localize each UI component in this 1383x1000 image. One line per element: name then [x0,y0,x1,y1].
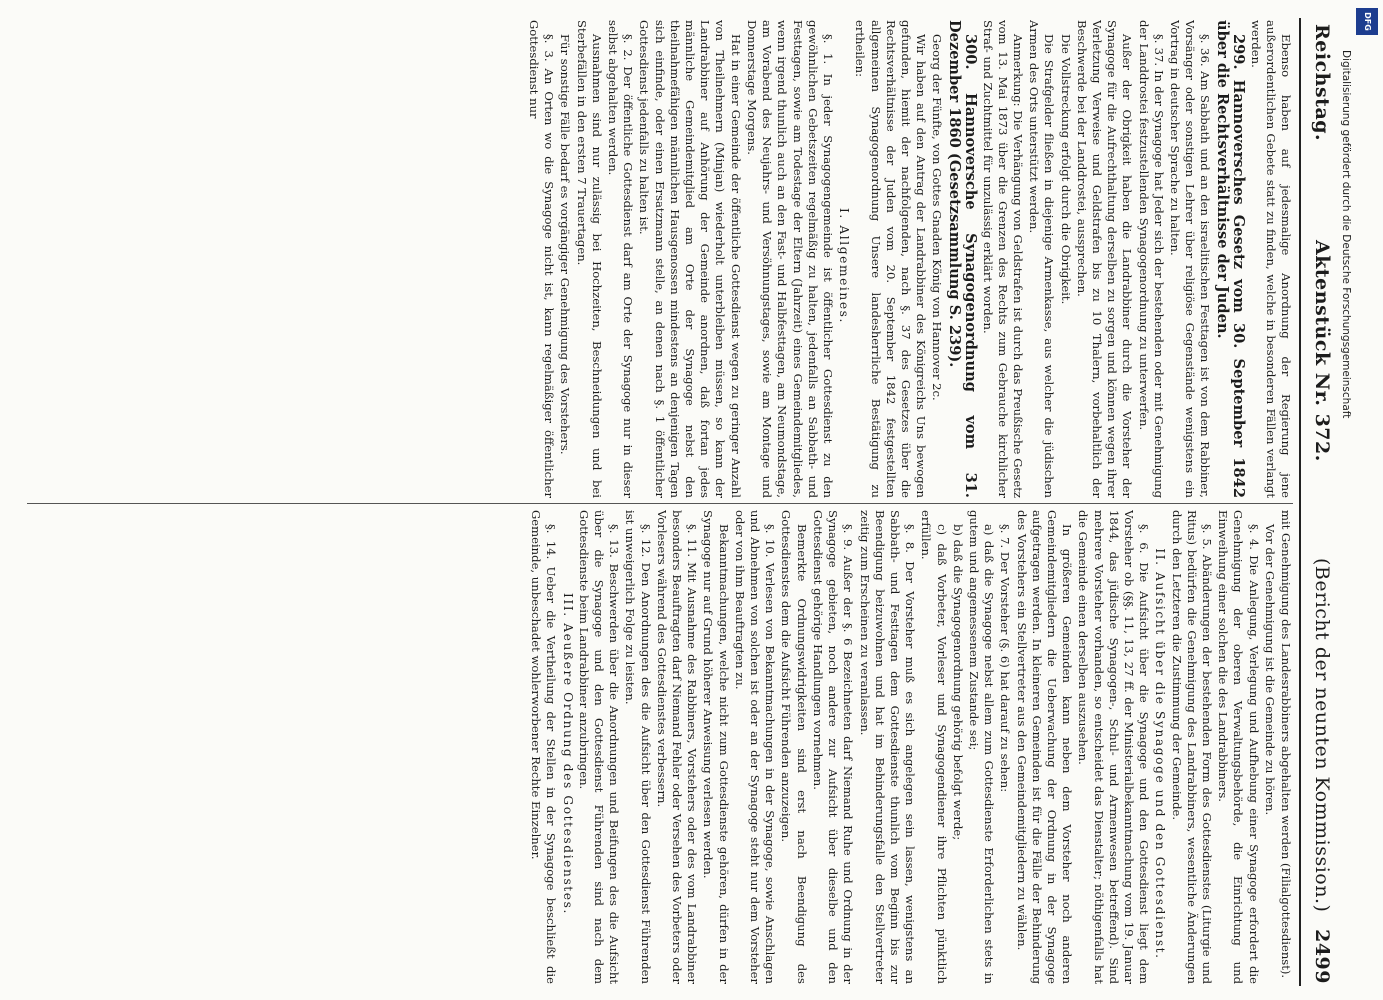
paragraph: Ebenso haben auf jedesmalige Anordnung der Regierung jene außerordentlichen Gebete statt zu finden, welche in besonderen Fällen verlangt werden. [1248,20,1293,498]
section-heading-299: 299. Hannoversches Gesetz vom 30. September 1842 über die Rechtsverhältnisse der Juden. [1213,20,1248,498]
paragraph-9: §. 9. Außer der §. 6 Bezeichneten darf Niemand Ruhe und Ordnung in der Synagoge gebieten, noch andere zur Aufsicht über dieselbe und den Gottesdienst gehörige Handlungen vornehmen. [810,510,856,984]
paragraph-6: §. 6. Die Aufsicht über die Synagoge und den Gottesdienst liegt dem Vorsteher ob (§§. 11, 13, 27 ff. der Ministerialbekanntmachung vom 19. Januar 1844, das jüdische Synagogen-, Schul- und Armenwesen betreffend). Sind mehrere Vorsteher vorhanden, so entscheidet das Dienstalter; nöthigenfalls hat die Gemeinde einen derselben auszusehen. [1076,510,1152,984]
dfg-logo-icon: DFG [1356,8,1378,35]
paragraph-1: §. 1. In jeder Synagogengemeinde ist öffentlicher Gottesdienst zu den gewöhnlichen Gebetszeiten regelmäßig zu halten, jedenfalls an Sabbath- und Festtagen, sowie am Todestage der Eltern (Jahrzeit) eines Gemeindemitgliedes, wenn irgend thunlich auch an den Fast- und Halbfesttagen, am Neumondstage, am Vorabend des Neujahrs- und Versöhnungstages, sowie am Montage und Donnerstage Morgens. [744,20,835,498]
paragraph-5: §. 5. Abänderungen der bestehenden Form des Gottesdienstes (Liturgie und Ritus) bedürfen die Genehmigung des Landrabbiners, wesentliche Änderungen durch den Letzteren die Zustimmung der Gemeinde. [1169,510,1214,984]
paragraph: Bekanntmachungen, welche nicht zum Gottesdienste gehören, dürfen in der Synagoge nur auf Grund höherer Anweisung verlesen werden. [701,510,731,984]
paragraph: Außer der Obrigkeit haben die Landrabbiner durch die Vorsteher der Synagoge für die Aufrechthaltung derselben zu sorgen und können wegen ihrer Verletzung Verweise und Geldstrafen bis zu 10 Thalern, vorbehaltlich der Beschwerde bei der Landdrostei, aussprechen. [1074,20,1135,498]
page-header [1297,10,1341,990]
paragraph: Die Vollstreckung erfolgt durch die Obrigkeit. [1058,34,1073,305]
paragraph-12: §. 12. Den Anordnungen des die Aufsicht über den Gottesdienst Führenden ist unweigerlich Folge zu leisten. [623,510,653,984]
paragraph: Vor der Genehmigung ist die Gemeinde zu hören. [1262,524,1277,816]
right-column [27,510,1293,984]
paragraph-14: §. 14. Ueber die Vertheilung der Stellen in der Synagoge beschließt die Gemeinde, unbeschadet wohlerworbener Rechte Einzelner. [529,510,559,984]
page-number: 2499 [1311,929,1333,984]
paragraph-11: §. 11. Mit Ausnahme des Rabbiners, Vorstehers oder des vom Landrabbiner besonders Beauftragten darf Niemand Fehler oder Versehen des Vorbeters oder Vorlesers während des Gottesdienstes verbessern. [654,510,700,984]
list-item-b: b) daß die Synagogenordnung gehörig befolgt werde; [950,524,965,841]
header-commission: (Bericht der neunten Kommission.) [1311,558,1333,913]
section-heading-300: 300. Hannoversche Synagogenordnung vom 31. Dezember 1860 (Gesetzsammlung S. 239). [945,20,980,498]
paragraph: Ausnahmen sind nur zulässig bei Hochzeiten, Beschneidungen und bei Sterbefällen in den ersten 7 Trauertagen. [574,20,604,498]
header-reichstag: Reichstag. [1311,24,1333,142]
paragraph-4: §. 4. Die Anlegung, Verlegung und Aufhebung einer Synagoge erfordert die Genehmigung der oberen Verwaltungsbehörde, die Einrichtung und Einweihung einer solchen die des Landrabbiners. [1216,510,1261,984]
paragraph: Hat in einer Gemeinde der öffentliche Gottesdienst wegen zu geringer Anzahl von Theilnehmern (Minjan) wiederholt unterbleiben müssen, so kann der Landrabbiner auf Anhörung der Gemeinde anordnen, daß fortan jedes männliche Gemeindemitglied am Orte der Synagoge nebst den theilnahmefähigen männlichen Hausgenossen mindestens an denjenigen Tagen sich einfinde, oder einen Ersatzmann stelle, an denen nach §. 1 öffentlicher Gottesdienst jedenfalls zu halten ist. [637,20,743,498]
list-item-a: a) daß die Synagoge nebst allem zum Gottesdienste Erforderlichen stets in gutem und angemessenem Zustande sei; [966,510,997,984]
column-divider [27,503,1293,504]
paragraph-37: §. 37. In der Synagoge hat Jeder sich der bestehenden oder mit Genehmigung der Landdrostei festzustellenden Synagogenordnung zu unterwerfen. [1136,20,1166,498]
paragraph: Die Strafgelder fließen in diejenige Armenkasse, aus welcher die jüdischen Armen des Orts unterstützt werden. [1027,20,1057,498]
annotation: Anmerkung: Die Verhängung von Geldstrafen ist durch das Preußische Gesetz vom 13. Mai 1873 über die Grenzen des Rechts zum Gebrauche kirchlicher Straf- und Zuchtmittel für unzulässig erklärt worden. [980,20,1025,498]
paragraph-8: §. 8. Der Vorsteher muß es sich angelegen sein lassen, wenigstens an Sabbath- und Festtagen dem Gottesdienste thunlich vom Beginn bis zur Beendigung beizuwohnen und hat im Behinderungsfalle den Stellvertreter zeitig zum Erscheinen zu veranlassen. [857,510,918,984]
paragraph: Wir haben auf den Antrag der Landrabbiner des Königreichs Uns bewogen gefunden, hiemit der nachfolgenden, nach §. 37 des Gesetzes über die Rechtsverhältnisse der Juden vom 20. September 1842 festgestellten allgemeinen Synagogenordnung Unsere landesherrliche Bestätigung zu ertheilen: [853,20,929,498]
paragraph: Bemerkte Ordnungswidrigkeiten sind erst nach Beendigung des Gottesdienstes dem die Aufsicht Führenden anzuzeigen. [779,510,809,984]
paragraph: Für sonstige Fälle bedarf es vorgängiger Genehmigung des Vorstehers. [558,34,573,455]
paragraph-36: §. 36. Am Sabbath und an den israelitischen Festtagen ist von dem Rabbiner, Vorsänger oder sonstigen Lehrer über religiöse Gegenstände wenigstens ein Vortrag in deutscher Sprache zu halten. [1167,20,1213,498]
paragraph: mit Genehmigung des Landesrabbiners abgehalten werden (Filialgottesdienst). [1279,510,1293,979]
paragraph-2: §. 2. Der öffentliche Gottesdienst darf am Orte der Synagoge nur in dieser selbst abgehalten werden. [606,20,636,498]
paragraph: Georg der Fünfte, von Gottes Gnaden König von Hannover 2c. [930,34,945,401]
list-item-c: c) daß Vorbeter, Vorleser und Synagogendiener ihre Pflichten pünktlich erfüllen. [919,510,949,984]
subheading-allgemeines: I. Allgemeines. [837,207,852,325]
left-column [27,20,1293,498]
header-rule [1299,18,1301,986]
rotated-document [21,10,1341,990]
funding-text: Digitalisierung gefördert durch die Deutsche Forschungsgemeinschaft [1340,50,1352,419]
subheading-ordnung: III. Aeußere Ordnung des Gottesdienstes. [560,593,575,915]
paragraph-13: §. 13. Beschwerden über die Anordnungen und Beifungen des die Aufsicht über die Synagoge und den Gottesdienst Führenden sind nach dem Gottesdienste beim Landrabbiner anzubringen. [576,510,622,984]
header-aktenstueck: Aktenstück Nr. 372. [1311,240,1333,462]
subheading-aufsicht: II. Aufsicht über die Synagoge und den Gottesdienst. [1153,548,1168,960]
paragraph: In größeren Gemeinden kann neben dem Vorsteher noch anderen Gemeindemitgliedern die Ueberwachung der Ordnung in der Synagoge aufgetragen werden. In kleineren Gemeinden ist für die Fälle der Behinderung des Vorstehers ein Stellvertreter aus den Gemeindemitgliedern zu wählen. [1014,510,1075,984]
paragraph-7: §. 7. Der Vorsteher (§. 6) hat darauf zu sehen: [998,524,1013,793]
paragraph-3: §. 3. An Orten wo die Synagoge nicht ist, kann regelmäßiger öffentlicher Gottesdienst nur [527,20,557,498]
paragraph-10: §. 10. Verlesen von Bekanntmachungen in der Synagoge, sowie Anschlagen und Abnehmen von solchen ist oder an der Synagoge steht nur dem Vorsteher oder von ihm Beauftragten zu. [732,510,778,984]
